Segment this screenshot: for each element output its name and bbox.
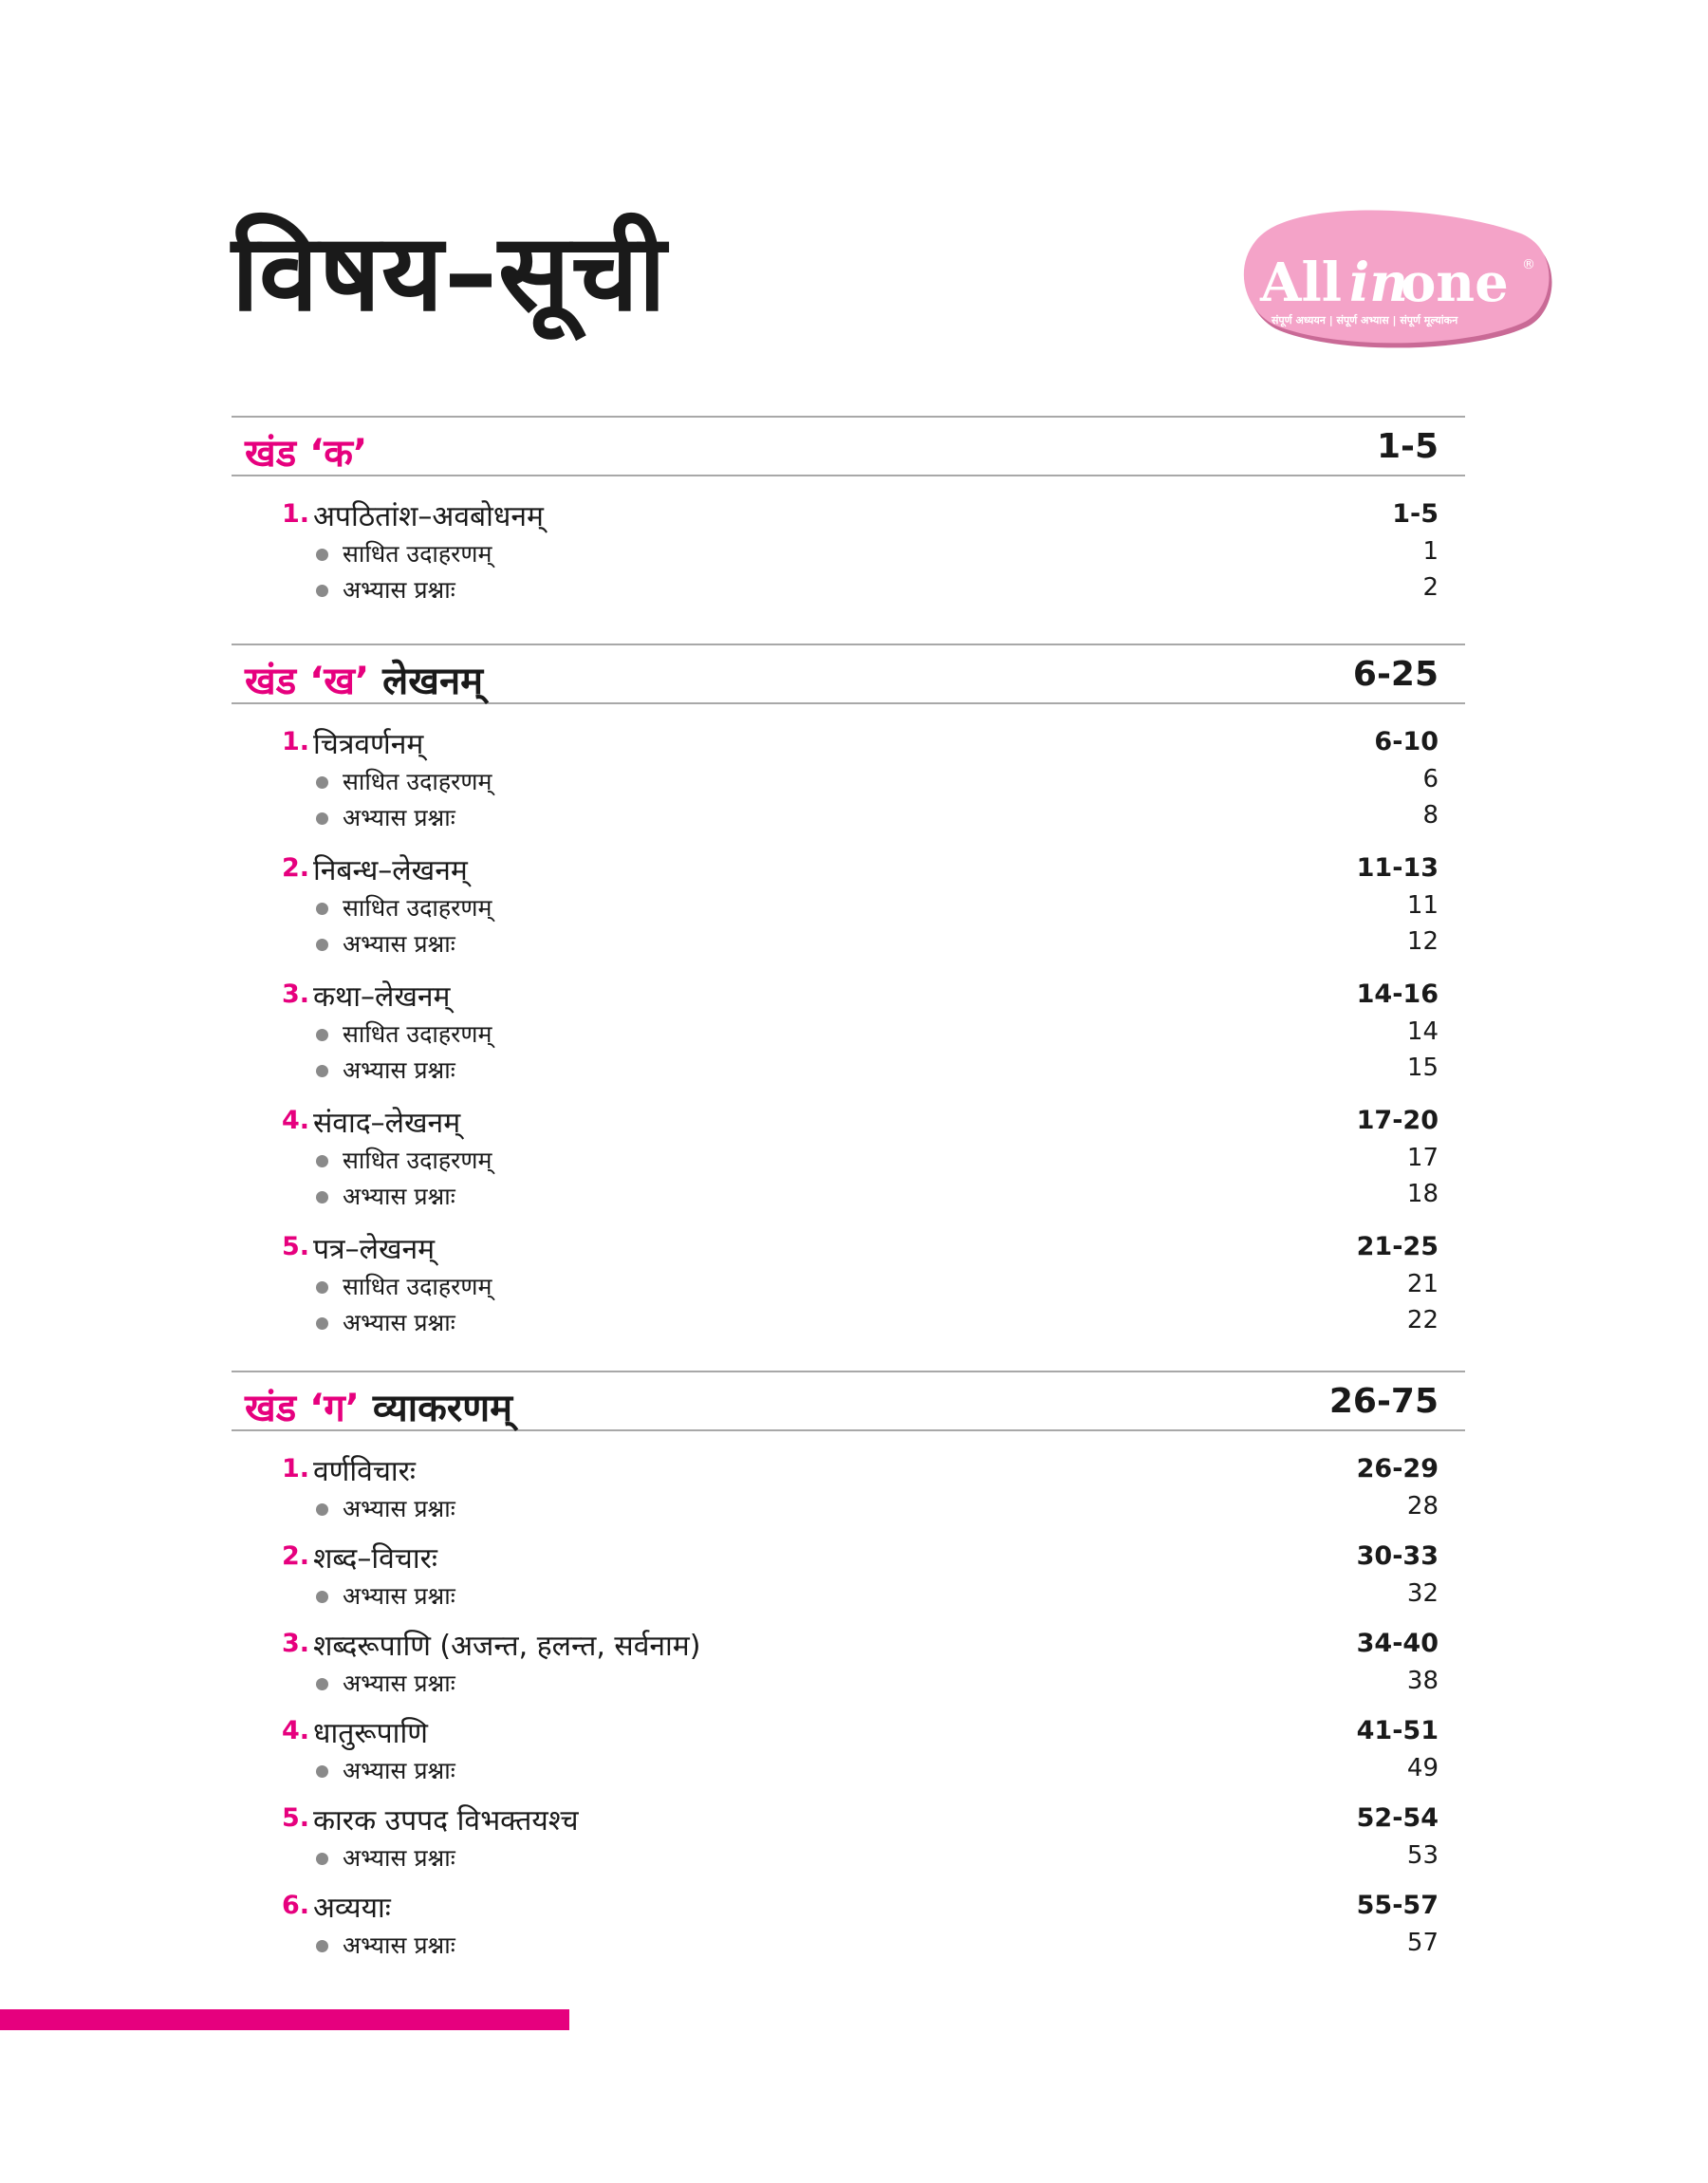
subentry-row — [232, 1927, 1465, 1963]
chapter-entry — [232, 495, 1465, 607]
subentry-label: साधित उदाहरणम् — [343, 540, 492, 568]
subentry-label: साधित उदाहरणम् — [343, 1147, 492, 1174]
chapter-entry — [232, 1538, 1465, 1614]
chapter-pages: 14-16 — [1356, 980, 1439, 1009]
chapter-title: कथा–लेखनम् — [313, 980, 451, 1014]
chapter-entry — [232, 976, 1465, 1088]
chapter-entry — [232, 1800, 1465, 1875]
chapter-row — [232, 1538, 1465, 1577]
subentry-page: 14 — [1406, 1017, 1439, 1046]
subentry-label: साधित उदाहरणम् — [343, 1273, 492, 1300]
chapter-entry — [232, 1625, 1465, 1701]
bullet-icon — [316, 903, 328, 915]
chapter-number: 1. — [281, 727, 309, 756]
accent-bar — [0, 2009, 569, 2030]
bullet-icon — [316, 1940, 328, 1952]
page-title: विषय–सूची — [232, 212, 667, 335]
chapter-pages: 30-33 — [1356, 1541, 1439, 1571]
section-title — [245, 653, 483, 705]
bullet-icon — [316, 1317, 328, 1330]
subentry-page: 15 — [1406, 1054, 1439, 1082]
subentry-page: 21 — [1406, 1270, 1439, 1298]
chapter-number: 5. — [281, 1803, 309, 1833]
chapter-row — [232, 1450, 1465, 1490]
subentry-label: अभ्यास प्रश्नाः — [343, 1757, 455, 1784]
subentry-page: 22 — [1406, 1306, 1439, 1334]
subentry-row — [232, 763, 1465, 799]
subentry-page: 8 — [1422, 801, 1439, 830]
subentry-page: 38 — [1406, 1667, 1439, 1695]
chapter-entry — [232, 723, 1465, 835]
chapter-number: 1. — [281, 499, 309, 529]
bullet-icon — [316, 1065, 328, 1077]
section-pages: 1-5 — [1376, 427, 1439, 466]
subentry-label: अभ्यास प्रश्नाः — [343, 1495, 455, 1522]
chapter-pages: 17-20 — [1356, 1106, 1439, 1135]
chapter-number: 2. — [281, 853, 309, 883]
subentry-page: 6 — [1422, 765, 1439, 793]
subentry-row — [232, 1752, 1465, 1788]
section-pages: 26-75 — [1328, 1382, 1439, 1421]
chapter-entry — [232, 849, 1465, 961]
chapter-entry — [232, 1450, 1465, 1526]
subentry-row — [232, 1839, 1465, 1875]
chapter-title: शब्द–विचारः — [313, 1542, 437, 1576]
bullet-icon — [316, 939, 328, 951]
bullet-icon — [316, 776, 328, 789]
subentry-label: अभ्यास प्रश्नाः — [343, 1844, 455, 1872]
chapter-title: चित्रवर्णनम् — [313, 728, 424, 761]
chapter-number: 5. — [281, 1232, 309, 1261]
bullet-icon — [316, 1191, 328, 1203]
chapter-pages: 6-10 — [1374, 727, 1439, 756]
subentry-page: 18 — [1406, 1180, 1439, 1208]
subentry-label: अभ्यास प्रश्नाः — [343, 1056, 455, 1084]
section-label: खंड — [245, 1387, 297, 1430]
section-header — [232, 644, 1465, 704]
chapter-entry — [232, 1887, 1465, 1963]
subentry-row — [232, 1142, 1465, 1178]
chapter-title: अपठितांश–अवबोधनम् — [313, 500, 544, 533]
chapter-title: शब्दरूपाणि (अजन्त, हलन्त, सर्वनाम) — [313, 1630, 701, 1663]
chapter-entry — [232, 1228, 1465, 1340]
section-key: ‘क’ — [309, 432, 368, 476]
bullet-icon — [316, 1591, 328, 1603]
subentry-row — [232, 535, 1465, 571]
subentry-page: 49 — [1406, 1754, 1439, 1782]
subentry-page: 17 — [1406, 1144, 1439, 1172]
section-header — [232, 416, 1465, 476]
chapter-title: अव्ययाः — [313, 1892, 391, 1925]
bullet-icon — [316, 1678, 328, 1690]
chapter-pages: 1-5 — [1392, 499, 1439, 529]
section-header — [232, 1371, 1465, 1431]
chapter-title: पत्र–लेखनम् — [313, 1233, 436, 1266]
chapter-title: वर्णविचारः — [313, 1455, 416, 1488]
subentry-row — [232, 1665, 1465, 1701]
chapter-pages: 34-40 — [1356, 1629, 1439, 1658]
bullet-icon — [316, 1281, 328, 1294]
toc-section — [232, 416, 1465, 604]
section-pages: 6-25 — [1352, 655, 1439, 694]
bullet-icon — [316, 549, 328, 561]
bullet-icon — [316, 1029, 328, 1041]
subentry-label: अभ्यास प्रश्नाः — [343, 1582, 455, 1610]
chapter-number: 2. — [281, 1541, 309, 1571]
subentry-page: 2 — [1422, 573, 1439, 602]
subentry-label: अभ्यास प्रश्नाः — [343, 930, 455, 958]
subentry-row — [232, 1016, 1465, 1052]
section-name: लेखनम् — [382, 660, 484, 703]
bullet-icon — [316, 585, 328, 597]
subentry-row — [232, 1178, 1465, 1214]
subentry-page: 1 — [1422, 537, 1439, 566]
logo-registered: ® — [1522, 257, 1535, 272]
chapter-row — [232, 1102, 1465, 1142]
chapter-row — [232, 1228, 1465, 1268]
bullet-icon — [316, 1853, 328, 1865]
section-label: खंड — [245, 432, 297, 476]
chapter-title: कारक उपपद विभक्तयश्च — [313, 1804, 579, 1838]
chapter-row — [232, 1625, 1465, 1665]
chapter-row — [232, 1887, 1465, 1927]
chapter-number: 4. — [281, 1106, 309, 1135]
section-key: ‘ग’ — [309, 1387, 360, 1430]
subentry-page: 11 — [1406, 891, 1439, 920]
subentry-row — [232, 1268, 1465, 1304]
bullet-icon — [316, 1155, 328, 1167]
subentry-row — [232, 799, 1465, 835]
subentry-row — [232, 1490, 1465, 1526]
subentry-page: 28 — [1406, 1492, 1439, 1521]
subentry-row — [232, 1577, 1465, 1614]
subentry-label: साधित उदाहरणम् — [343, 894, 492, 922]
chapter-pages: 21-25 — [1356, 1232, 1439, 1261]
chapter-number: 6. — [281, 1891, 309, 1920]
toc-section — [232, 1371, 1465, 1959]
subentry-page: 57 — [1406, 1929, 1439, 1957]
subentry-label: अभ्यास प्रश्नाः — [343, 1931, 455, 1959]
chapter-pages: 11-13 — [1356, 853, 1439, 883]
allinone-logo — [1234, 195, 1561, 356]
subentry-label: अभ्यास प्रश्नाः — [343, 576, 455, 604]
subentry-row — [232, 925, 1465, 961]
subentry-label: अभ्यास प्रश्नाः — [343, 1309, 455, 1336]
chapter-number: 3. — [281, 980, 309, 1009]
section-label: खंड — [245, 660, 297, 703]
chapter-row — [232, 976, 1465, 1016]
logo-brand-one: one — [1401, 252, 1509, 314]
chapter-pages: 55-57 — [1356, 1891, 1439, 1920]
subentry-label: अभ्यास प्रश्नाः — [343, 804, 455, 831]
section-title — [245, 425, 367, 477]
logo-tagline: संपूर्ण अध्ययन | संपूर्ण अभ्यास | संपूर्ण मूल्यांकन — [1272, 314, 1458, 327]
chapter-number: 1. — [281, 1454, 309, 1483]
section-title — [245, 1380, 512, 1432]
section-key: ‘ख’ — [309, 660, 370, 703]
chapter-entry — [232, 1712, 1465, 1788]
subentry-label: अभ्यास प्रश्नाः — [343, 1670, 455, 1697]
chapter-row — [232, 723, 1465, 763]
subentry-row — [232, 571, 1465, 607]
chapter-number: 3. — [281, 1629, 309, 1658]
subentry-label: अभ्यास प्रश्नाः — [343, 1183, 455, 1210]
bullet-icon — [316, 812, 328, 825]
subentry-row — [232, 1304, 1465, 1340]
chapter-row — [232, 1800, 1465, 1839]
toc-section — [232, 644, 1465, 1336]
subentry-row — [232, 1052, 1465, 1088]
logo-brand-all: All — [1260, 252, 1342, 314]
chapter-row — [232, 1712, 1465, 1752]
chapter-pages: 52-54 — [1356, 1803, 1439, 1833]
subentry-label: साधित उदाहरणम् — [343, 1020, 492, 1048]
chapter-pages: 26-29 — [1356, 1454, 1439, 1483]
subentry-page: 53 — [1406, 1841, 1439, 1870]
chapter-title: धातुरूपाणि — [313, 1717, 428, 1750]
chapter-title: संवाद–लेखनम् — [313, 1107, 461, 1140]
chapter-row — [232, 495, 1465, 535]
chapter-pages: 41-51 — [1356, 1716, 1439, 1745]
chapter-row — [232, 849, 1465, 889]
chapter-entry — [232, 1102, 1465, 1214]
chapter-title: निबन्ध–लेखनम् — [313, 854, 468, 887]
bullet-icon — [316, 1503, 328, 1516]
section-name: व्याकरणम् — [372, 1387, 513, 1430]
subentry-label: साधित उदाहरणम् — [343, 768, 492, 795]
logo-brand-in: in — [1349, 252, 1408, 314]
subentry-page: 12 — [1406, 927, 1439, 956]
subentry-page: 32 — [1406, 1579, 1439, 1608]
subentry-row — [232, 889, 1465, 925]
chapter-number: 4. — [281, 1716, 309, 1745]
bullet-icon — [316, 1765, 328, 1778]
